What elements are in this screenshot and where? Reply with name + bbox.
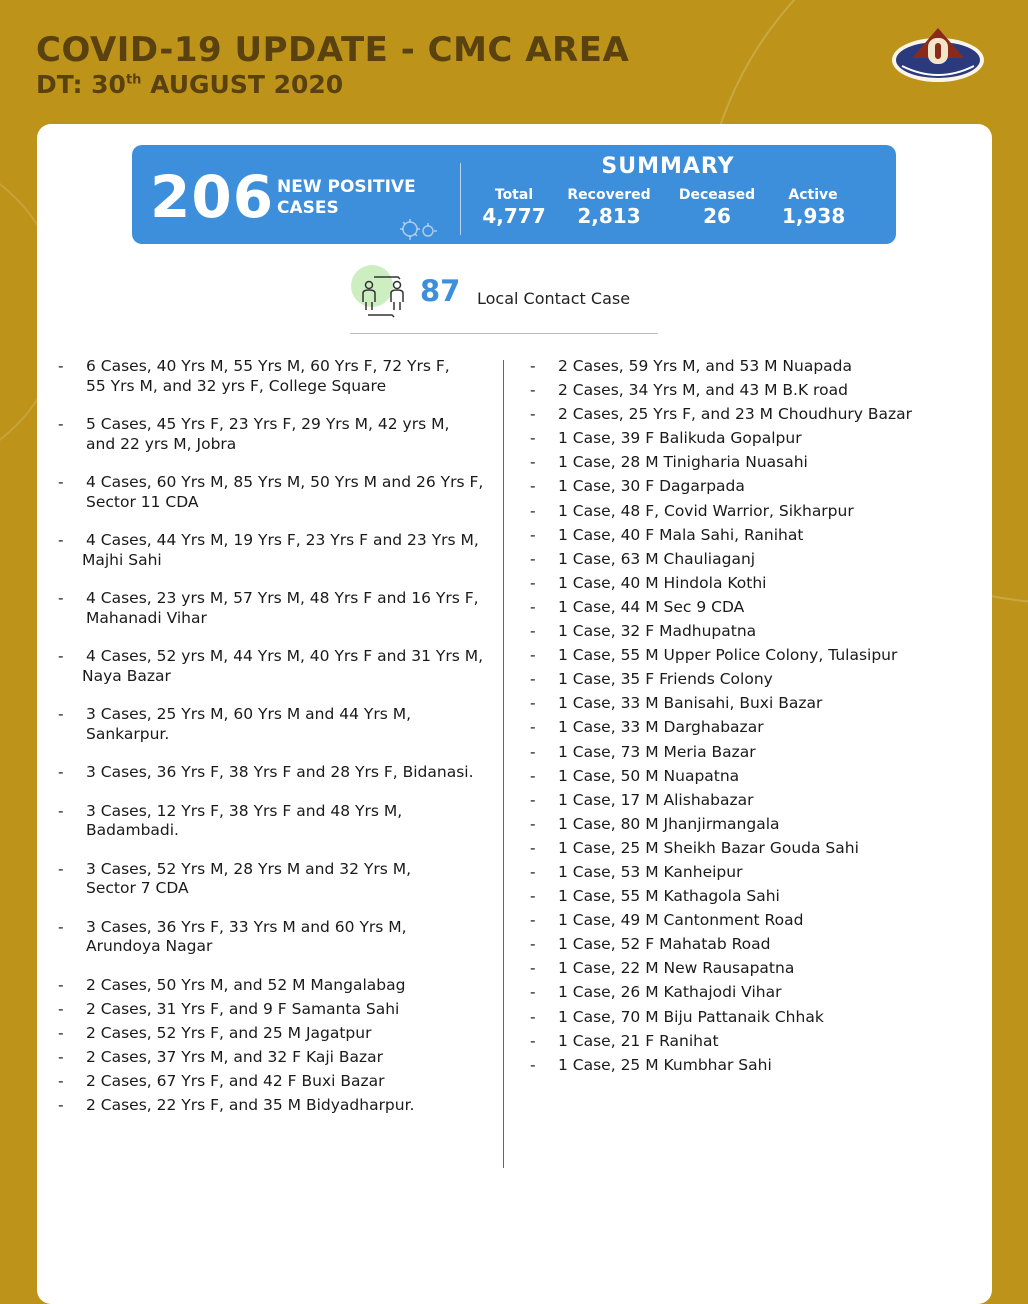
list-marker: - xyxy=(530,887,536,906)
list-marker: - xyxy=(530,477,536,496)
case-line: 1 Case, 28 M Tinigharia Nuasahi xyxy=(558,453,808,472)
case-line: 1 Case, 44 M Sec 9 CDA xyxy=(558,597,745,616)
list-item xyxy=(530,574,970,594)
stat-value: 1,938 xyxy=(782,204,846,228)
list-marker: - xyxy=(530,935,536,954)
list-marker: - xyxy=(58,647,64,665)
list-item xyxy=(58,802,500,841)
list-marker: - xyxy=(58,975,64,994)
list-marker: - xyxy=(530,573,536,592)
case-line: 1 Case, 80 M Jhanjirmangala xyxy=(558,814,780,833)
list-marker: - xyxy=(58,705,64,723)
case-line: 2 Cases, 34 Yrs M, and 43 M B.K road xyxy=(558,381,848,400)
case-line: 3 Cases, 36 Yrs F, 33 Yrs M and 60 Yrs M, xyxy=(86,917,407,936)
stat-value: 4,777 xyxy=(482,204,546,228)
case-line: 4 Cases, 52 yrs M, 44 Yrs M, 40 Yrs F and 31 Yrs M, xyxy=(86,647,484,665)
list-item xyxy=(530,381,970,401)
list-item xyxy=(530,646,970,666)
case-line: 1 Case, 50 M Nuapatna xyxy=(558,766,740,785)
list-item xyxy=(58,976,500,996)
list-item xyxy=(530,959,970,979)
stat-value: 26 xyxy=(703,204,731,228)
case-line: 1 Case, 22 M New Rausapatna xyxy=(558,959,795,978)
list-item xyxy=(58,705,500,744)
list-marker: - xyxy=(530,501,536,520)
list-item xyxy=(530,502,970,522)
case-line: Sector 11 CDA xyxy=(86,492,199,511)
case-line: Sector 7 CDA xyxy=(86,879,189,897)
list-item xyxy=(530,453,970,473)
list-marker: - xyxy=(58,917,64,936)
case-line: 6 Cases, 40 Yrs M, 55 Yrs M, 60 Yrs F, 72 Yrs F, xyxy=(86,357,450,375)
case-line: 1 Case, 55 M Kathagola Sahi xyxy=(558,887,780,906)
list-marker: - xyxy=(58,763,64,781)
case-line: 1 Case, 40 F Mala Sahi, Ranihat xyxy=(558,525,804,544)
list-marker: - xyxy=(530,911,536,930)
list-marker: - xyxy=(58,1023,64,1042)
case-line: Naya Bazar xyxy=(82,666,171,685)
list-marker: - xyxy=(530,959,536,978)
case-line: Sankarpur. xyxy=(86,724,170,743)
case-line: 2 Cases, 52 Yrs F, and 25 M Jagatpur xyxy=(86,1023,372,1042)
virus-icon xyxy=(394,211,442,243)
list-item xyxy=(530,526,970,546)
case-line: 2 Cases, 67 Yrs F, and 42 F Buxi Bazar xyxy=(86,1071,385,1090)
list-item xyxy=(530,598,970,618)
list-marker: - xyxy=(58,999,64,1018)
list-item xyxy=(530,1032,970,1052)
case-line: 55 Yrs M, and 32 yrs F, College Square xyxy=(86,376,387,395)
list-item xyxy=(530,911,970,931)
list-marker: - xyxy=(530,670,536,689)
case-line: 3 Cases, 25 Yrs M, 60 Yrs M and 44 Yrs M, xyxy=(86,705,412,723)
case-line: 1 Case, 35 F Friends Colony xyxy=(558,670,773,689)
banner-divider xyxy=(460,163,461,235)
list-marker: - xyxy=(58,473,64,491)
list-item xyxy=(530,983,970,1003)
list-item xyxy=(58,1048,500,1068)
case-line: 2 Cases, 31 Yrs F, and 9 F Samanta Sahi xyxy=(86,999,400,1018)
list-marker: - xyxy=(530,622,536,641)
list-marker: - xyxy=(530,694,536,713)
case-line: 2 Cases, 59 Yrs M, and 53 M Nuapada xyxy=(558,357,853,375)
case-line: 5 Cases, 45 Yrs F, 23 Yrs F, 29 Yrs M, 42 yrs M, xyxy=(86,415,450,433)
case-line: 3 Cases, 36 Yrs F, 38 Yrs F and 28 Yrs F, Bidanasi. xyxy=(86,763,474,781)
stat-deceased xyxy=(674,186,760,228)
case-line: 1 Case, 33 M Banisahi, Buxi Bazar xyxy=(558,694,823,713)
case-line: 3 Cases, 12 Yrs F, 38 Yrs F and 48 Yrs M, xyxy=(86,801,403,820)
list-marker: - xyxy=(58,589,64,607)
case-line: 1 Case, 21 F Ranihat xyxy=(558,1031,719,1050)
list-marker: - xyxy=(530,549,536,568)
case-line: 3 Cases, 52 Yrs M, 28 Yrs M and 32 Yrs M, xyxy=(86,859,412,878)
stat-label: Deceased xyxy=(678,187,756,203)
people-contact-icon xyxy=(350,264,410,322)
list-marker: - xyxy=(58,531,64,549)
case-line: Badambadi. xyxy=(86,821,179,839)
case-line: Majhi Sahi xyxy=(82,550,162,569)
report-date xyxy=(36,70,343,99)
case-line: 2 Cases, 37 Yrs M, and 32 F Kaji Bazar xyxy=(86,1047,384,1066)
list-item xyxy=(58,860,500,899)
list-item xyxy=(530,550,970,570)
list-marker: - xyxy=(58,859,64,878)
list-item xyxy=(58,1096,500,1116)
case-line: 1 Case, 25 M Sheikh Bazar Gouda Sahi xyxy=(558,838,859,857)
case-line: 1 Case, 63 M Chauliaganj xyxy=(558,549,756,568)
list-item xyxy=(530,1008,970,1028)
case-line: 2 Cases, 22 Yrs F, and 35 M Bidyadharpur. xyxy=(86,1095,415,1114)
cuttack-municipal-corporation-logo-icon xyxy=(890,22,986,88)
case-line: 1 Case, 32 F Madhupatna xyxy=(558,622,757,641)
case-list-left xyxy=(58,357,500,1120)
case-line: 1 Case, 39 F Balikuda Gopalpur xyxy=(558,429,802,448)
new-positive-count: 206 xyxy=(150,163,275,231)
local-contact-row xyxy=(350,264,660,334)
case-line: 1 Case, 33 M Darghabazar xyxy=(558,718,764,737)
list-marker: - xyxy=(530,742,536,761)
case-line: 2 Cases, 25 Yrs F, and 23 M Choudhury Bazar xyxy=(558,405,913,424)
list-item xyxy=(530,622,970,642)
list-item xyxy=(530,429,970,449)
list-marker: - xyxy=(58,1047,64,1066)
page-title: COVID-19 UPDATE - CMC AREA xyxy=(36,30,630,70)
local-contact-count: 87 xyxy=(420,274,461,308)
list-item xyxy=(58,415,500,454)
list-item xyxy=(530,887,970,907)
stat-recovered xyxy=(564,186,654,228)
list-item xyxy=(58,1024,500,1044)
list-marker: - xyxy=(58,1095,64,1114)
summary-banner xyxy=(132,145,896,244)
case-line: 4 Cases, 60 Yrs M, 85 Yrs M, 50 Yrs M and 26 Yrs F, xyxy=(86,473,484,491)
list-marker: - xyxy=(530,814,536,833)
list-marker: - xyxy=(530,597,536,616)
case-line: Mahanadi Vihar xyxy=(86,608,207,627)
case-line: 1 Case, 25 M Kumbhar Sahi xyxy=(558,1055,772,1074)
case-line: 4 Cases, 23 yrs M, 57 Yrs M, 48 Yrs F and 16 Yrs F, xyxy=(86,589,479,607)
case-line: 2 Cases, 50 Yrs M, and 52 M Mangalabag xyxy=(86,975,406,994)
list-item xyxy=(58,763,500,783)
list-marker: - xyxy=(530,1055,536,1074)
list-item xyxy=(530,815,970,835)
list-item xyxy=(530,743,970,763)
case-line: 1 Case, 30 F Dagarpada xyxy=(558,477,745,496)
column-divider xyxy=(503,360,504,1168)
stat-label: Active xyxy=(788,187,838,203)
stat-label: Recovered xyxy=(567,187,651,203)
case-line: 4 Cases, 44 Yrs M, 19 Yrs F, 23 Yrs F and 23 Yrs M, xyxy=(86,531,479,549)
list-marker: - xyxy=(58,801,64,820)
stat-value: 2,813 xyxy=(577,204,641,228)
list-item xyxy=(58,357,500,396)
list-marker: - xyxy=(530,790,536,809)
case-line: 1 Case, 49 M Cantonment Road xyxy=(558,911,804,930)
list-item xyxy=(58,1000,500,1020)
case-line: 1 Case, 52 F Mahatab Road xyxy=(558,935,771,954)
list-marker: - xyxy=(530,862,536,881)
case-line: 1 Case, 73 M Meria Bazar xyxy=(558,742,756,761)
list-item xyxy=(58,531,500,570)
stat-label: Total xyxy=(494,187,534,203)
list-item xyxy=(58,473,500,512)
date-prefix: DT: 30 xyxy=(36,70,126,99)
list-item xyxy=(530,791,970,811)
new-positive-label: NEW POSITIVE CASES xyxy=(277,177,416,218)
list-item xyxy=(530,767,970,787)
case-list-right xyxy=(530,357,970,1080)
list-marker: - xyxy=(530,429,536,448)
list-marker: - xyxy=(530,453,536,472)
local-contact-label: Local Contact Case xyxy=(477,289,631,308)
case-line: 1 Case, 70 M Biju Pattanaik Chhak xyxy=(558,1007,824,1026)
list-item xyxy=(530,357,970,377)
stat-active xyxy=(782,186,844,228)
list-item xyxy=(530,477,970,497)
list-item xyxy=(530,670,970,690)
list-marker: - xyxy=(530,1031,536,1050)
list-item xyxy=(530,863,970,883)
list-item xyxy=(58,1072,500,1092)
list-marker: - xyxy=(530,646,536,665)
list-item xyxy=(58,589,500,628)
list-marker: - xyxy=(530,766,536,785)
list-marker: - xyxy=(530,1007,536,1026)
stat-total xyxy=(482,186,546,228)
list-item xyxy=(530,935,970,955)
list-marker: - xyxy=(530,357,536,375)
list-marker: - xyxy=(58,357,64,375)
case-line: 1 Case, 55 M Upper Police Colony, Tulasipur xyxy=(558,646,898,665)
case-line: 1 Case, 48 F, Covid Warrior, Sikharpur xyxy=(558,501,854,520)
local-contact-underline xyxy=(350,333,658,334)
list-marker: - xyxy=(530,405,536,424)
list-marker: - xyxy=(530,983,536,1002)
summary-title: SUMMARY xyxy=(601,154,735,179)
date-ordinal: th xyxy=(125,72,142,88)
list-item xyxy=(530,718,970,738)
list-marker: - xyxy=(530,838,536,857)
list-item xyxy=(530,405,970,425)
case-line: Arundoya Nagar xyxy=(86,937,213,955)
case-line: 1 Case, 26 M Kathajodi Vihar xyxy=(558,983,782,1002)
list-item xyxy=(530,1056,970,1076)
case-line: and 22 yrs M, Jobra xyxy=(86,434,237,453)
case-line: 1 Case, 40 M Hindola Kothi xyxy=(558,573,767,592)
list-item xyxy=(58,647,500,686)
list-marker: - xyxy=(58,1071,64,1090)
case-line: 1 Case, 53 M Kanheipur xyxy=(558,862,743,881)
list-marker: - xyxy=(530,525,536,544)
date-rest: AUGUST 2020 xyxy=(141,70,344,99)
list-marker: - xyxy=(58,415,64,433)
list-marker: - xyxy=(530,381,536,400)
list-item xyxy=(530,694,970,714)
case-line: 1 Case, 17 M Alishabazar xyxy=(558,790,754,809)
list-item xyxy=(58,918,500,957)
list-marker: - xyxy=(530,718,536,737)
list-item xyxy=(530,839,970,859)
